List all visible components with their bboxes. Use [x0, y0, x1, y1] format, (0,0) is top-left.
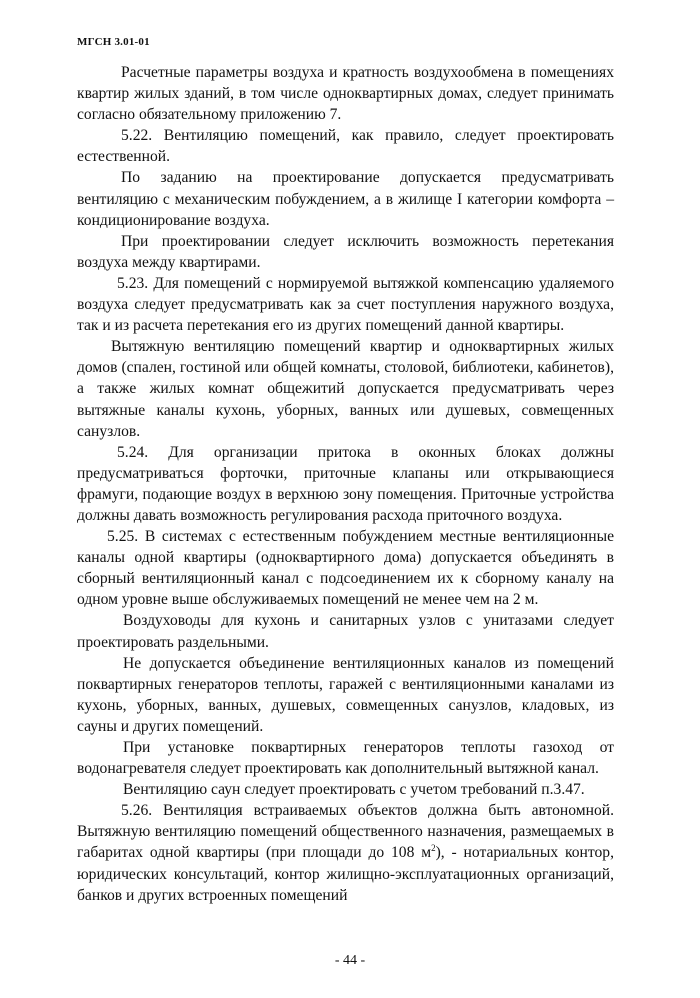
paragraph-gas-flue: При установке поквартирных генераторов теплоты газоход от водонагревателя следует проектировать как дополнительный вытяжной канал.: [77, 739, 614, 778]
paragraph-separate-ducts: Воздуховоды для кухонь и санитарных узлов с унитазами следует проектировать раздельными.: [77, 612, 614, 651]
paragraph-sauna-ventilation: Вентиляцию саун следует проектировать с учетом требований п.3.47.: [123, 781, 585, 799]
paragraph-air-parameters: Расчетные параметры воздуха и кратность воздухообмена в помещениях квартир жилых зданий, в том числе одноквартирных домах, следует принимать согласно обязательному приложению 7.: [77, 64, 614, 124]
paragraph-5-22: 5.22. Вентиляцию помещений, как правило, следует проектировать естественной.: [77, 127, 614, 166]
paragraph-mechanical-ventilation: По заданию на проектирование допускается предусматривать вентиляцию с механическим побуждением, а в жилище I категории комфорта – кондиционирование воздуха.: [77, 169, 614, 229]
paragraph-5-25: 5.25. В системах с естественным побуждением местные вентиляционные каналы одной квартиры (одноквартирного дома) допускается объединять в сборный вентиляционный канал с подсоединением их к сборному каналу на одном уровне выше обслуживаемых помещений не менее чем на 2 м.: [77, 528, 614, 609]
paragraph-5-24: 5.24. Для организации притока в оконных блоках должны предусматриваться форточки, приточные клапаны или открывающиеся фрамуги, подающие воздух в верхнюю зону помещения. Приточные устройства должны давать возможность регулирования расхода приточного воздуха.: [77, 443, 614, 524]
paragraph-5-26: [77, 800, 614, 905]
document-body: [77, 62, 614, 906]
document-code-header: МГСН 3.01-01: [77, 36, 150, 48]
superscript-square: 2: [431, 843, 436, 854]
paragraph-5-26-text-a: 5.26. Вентиляция встраиваемых объектов должна быть автономной. Вытяжную вентиляцию помещений общественного назначения, размещаемых в габаритах одной квартиры (при площади до 108 м: [77, 802, 614, 862]
paragraph-5-26-text-b: ), - нотариальных контор, юридических консультаций, контор жилищно-эксплуатационных организаций, банков и других встроенных помещений: [77, 844, 614, 904]
paragraph-no-air-overflow: При проектировании следует исключить возможность перетекания воздуха между квартирами.: [77, 232, 614, 271]
paragraph-no-combining-channels: Не допускается объединение вентиляционных каналов из помещений поквартирных генераторов теплоты, гаражей с вентиляционными каналами из кухонь, уборных, ванных, душевых, совмещенных санузлов, кладовых, из сауны и других помещений.: [77, 654, 614, 735]
paragraph-exhaust-ventilation: Вытяжную вентиляцию помещений квартир и одноквартирных жилых домов (спален, гостиной или общей комнаты, столовой, библиотеки, кабинетов), а также жилых комнат общежитий допускается предусматривать через вытяжные каналы кухонь, уборных, ванных или душевых, совмещенных санузлов.: [77, 338, 614, 440]
paragraph-5-23: 5.23. Для помещений с нормируемой вытяжкой компенсацию удаляемого воздуха следует предусматривать как за счет поступления наружного воздуха, так и из расчета перетекания его из других помещений данной квартиры.: [77, 274, 614, 335]
page-number: - 44 -: [334, 953, 366, 968]
